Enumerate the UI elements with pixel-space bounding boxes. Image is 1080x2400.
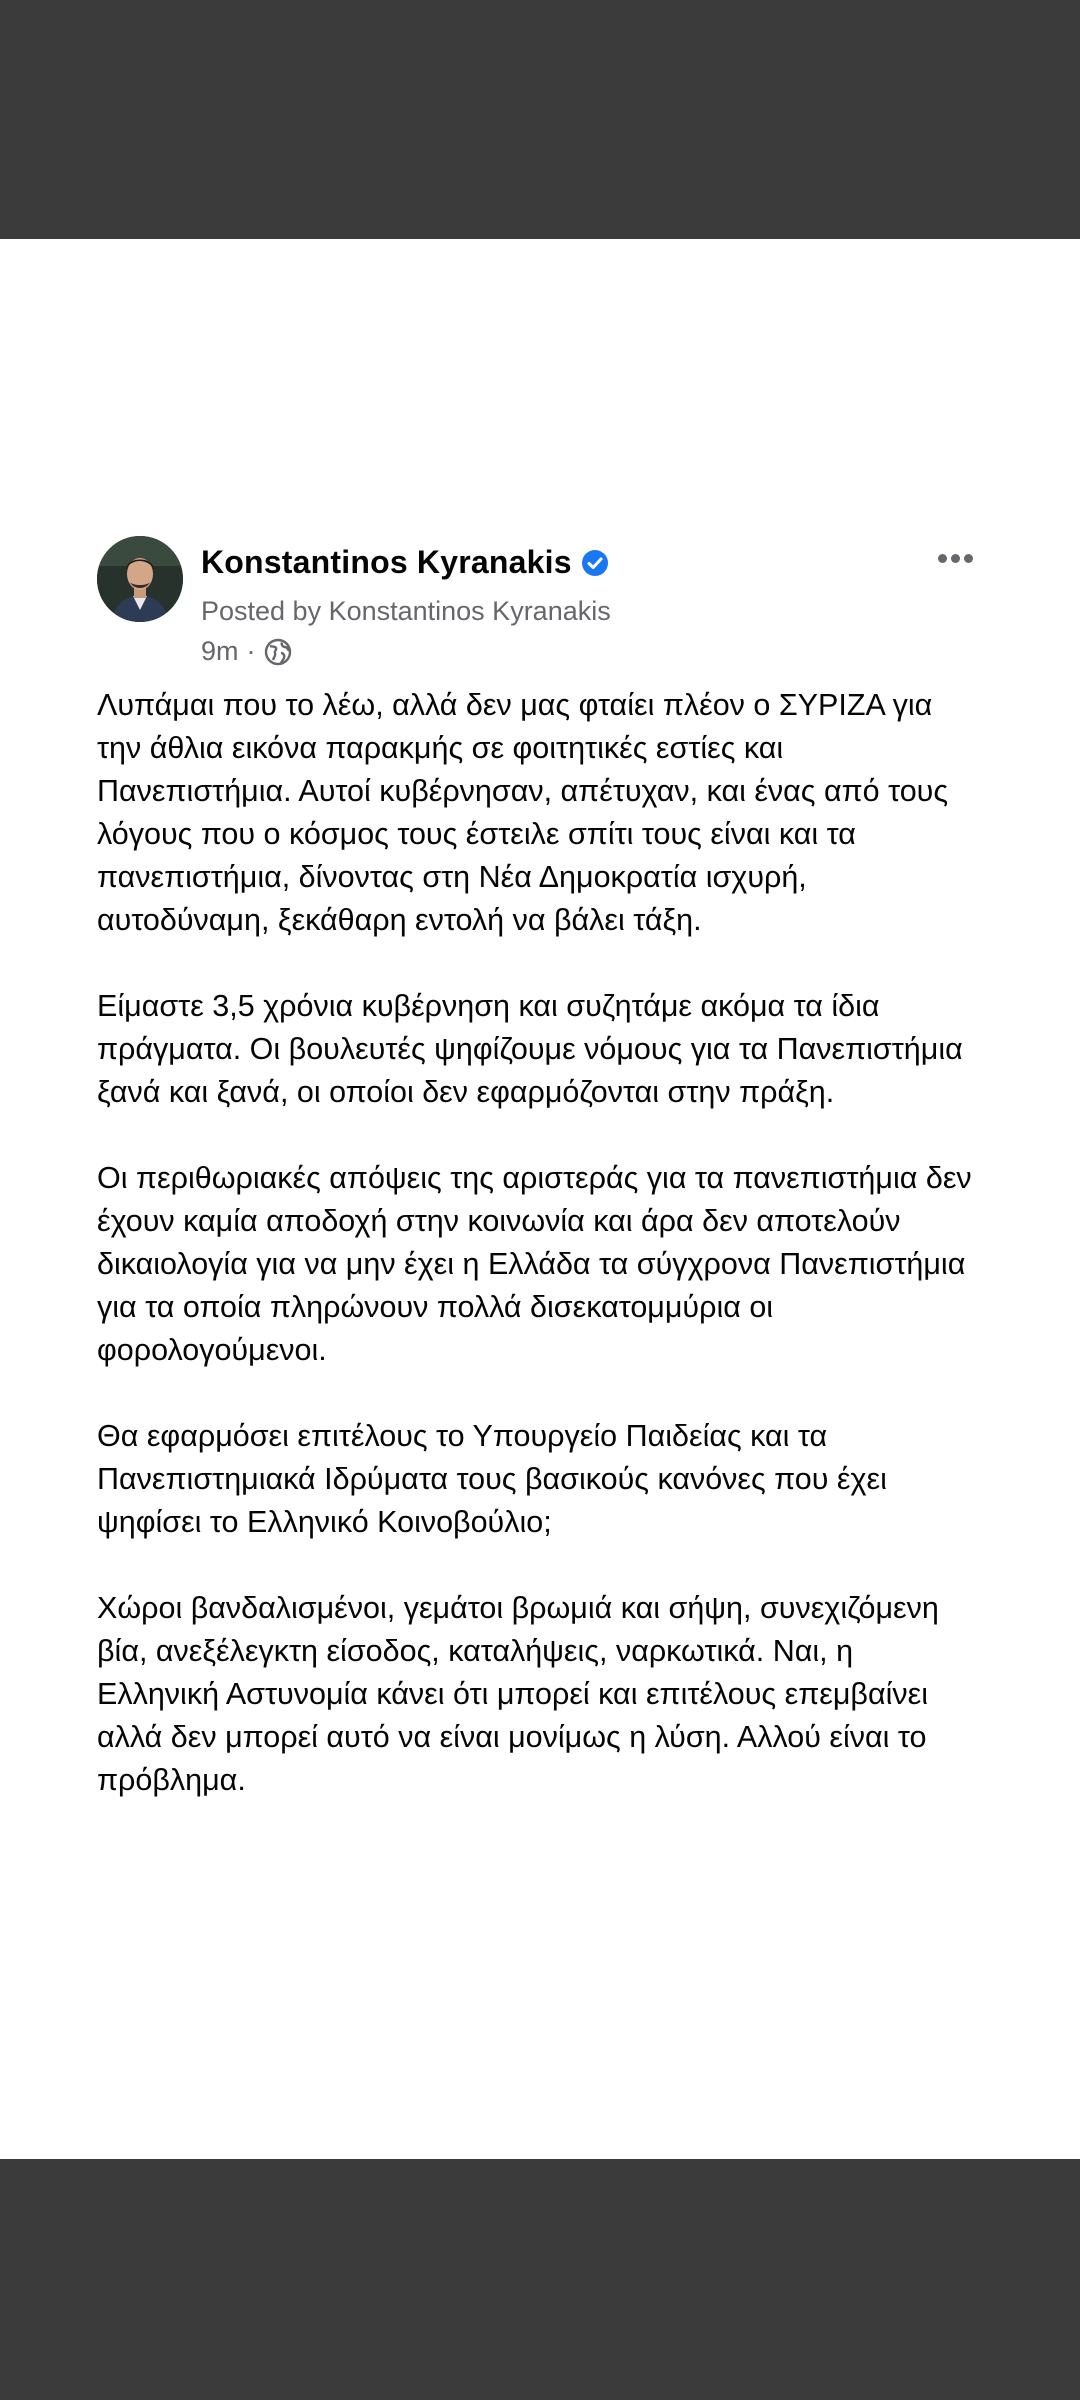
- author-photo: [97, 536, 183, 622]
- globe-icon[interactable]: [264, 638, 292, 666]
- post-paragraph-1: Λυπάμαι που το λέω, αλλά δεν μας φταίει πλέον ο ΣΥΡΙΖΑ για την άθλια εικόνα παρακμής σε φοιτητικές εστίες και Πανεπιστήμια. Αυτοί κυβέρνησαν, απέτυχαν, και ένας από τους λόγους που ο κόσμος τους έστειλε σπίτι τους είναι και τα πανεπιστήμια, δίνοντας στη Νέα Δημοκρατία ισχυρή, αυτοδύναμη, ξεκάθαρη εντολή να βάλει τάξη.: [97, 688, 949, 937]
- post-timestamp[interactable]: 9m: [201, 636, 239, 666]
- author-name-row: [201, 544, 609, 581]
- screenshot-bottom-frame: [0, 2159, 1080, 2400]
- posted-by-label[interactable]: Posted by Konstantinos Kyranakis: [201, 596, 611, 626]
- post-meta: [201, 636, 292, 667]
- post-paragraph-3: Οι περιθωριακές απόψεις της αριστεράς για τα πανεπιστήμια δεν έχουν καμία αποδοχή στην κοινωνία και άρα δεν αποτελούν δικαιολογία για να μην έχει η Ελλάδα τα σύγχρονα Πανεπιστήμια για τα οποία πληρώνουν πολλά δισεκατομμύρια οι φορολογούμενοι.: [97, 1161, 972, 1367]
- author-name[interactable]: Konstantinos Kyranakis: [201, 544, 572, 580]
- post-paragraph-2: Είμαστε 3,5 χρόνια κυβέρνηση και συζητάμε ακόμα τα ίδια πράγματα. Οι βουλευτές ψηφίζουμε νόμους για τα Πανεπιστήμια ξανά και ξανά, οι οποίοι δεν εφαρμόζονται στην πράξη.: [97, 989, 963, 1109]
- more-options-button[interactable]: [933, 536, 977, 580]
- post-paragraph-5: Χώροι βανδαλισμένοι, γεμάτοι βρωμιά και σήψη, συνεχιζόμενη βία, ανεξέλεγκτη είσοδος, καταλήψεις, ναρκωτικά. Ναι, η Ελληνική Αστυνομία κάνει ότι μπορεί και επιτέλους επεμβαίνει αλλά δεν μπορεί αυτό να είναι μονίμως η λύση. Αλλού είναι το πρόβλημα.: [97, 1591, 939, 1797]
- author-avatar[interactable]: [97, 536, 183, 622]
- verified-badge-icon: [581, 549, 609, 577]
- more-horizontal-icon: [938, 554, 947, 563]
- post-text: [97, 684, 977, 1845]
- screenshot-top-frame: [0, 0, 1080, 239]
- post-paragraph-4: Θα εφαρμόσει επιτέλους το Υπουργείο Παιδείας και τα Πανεπιστημιακά Ιδρύματα τους βασικούς κανόνες που έχει ψηφίσει το Ελληνικό Κοινοβούλιο;: [97, 1419, 887, 1539]
- meta-separator: ·: [246, 636, 256, 666]
